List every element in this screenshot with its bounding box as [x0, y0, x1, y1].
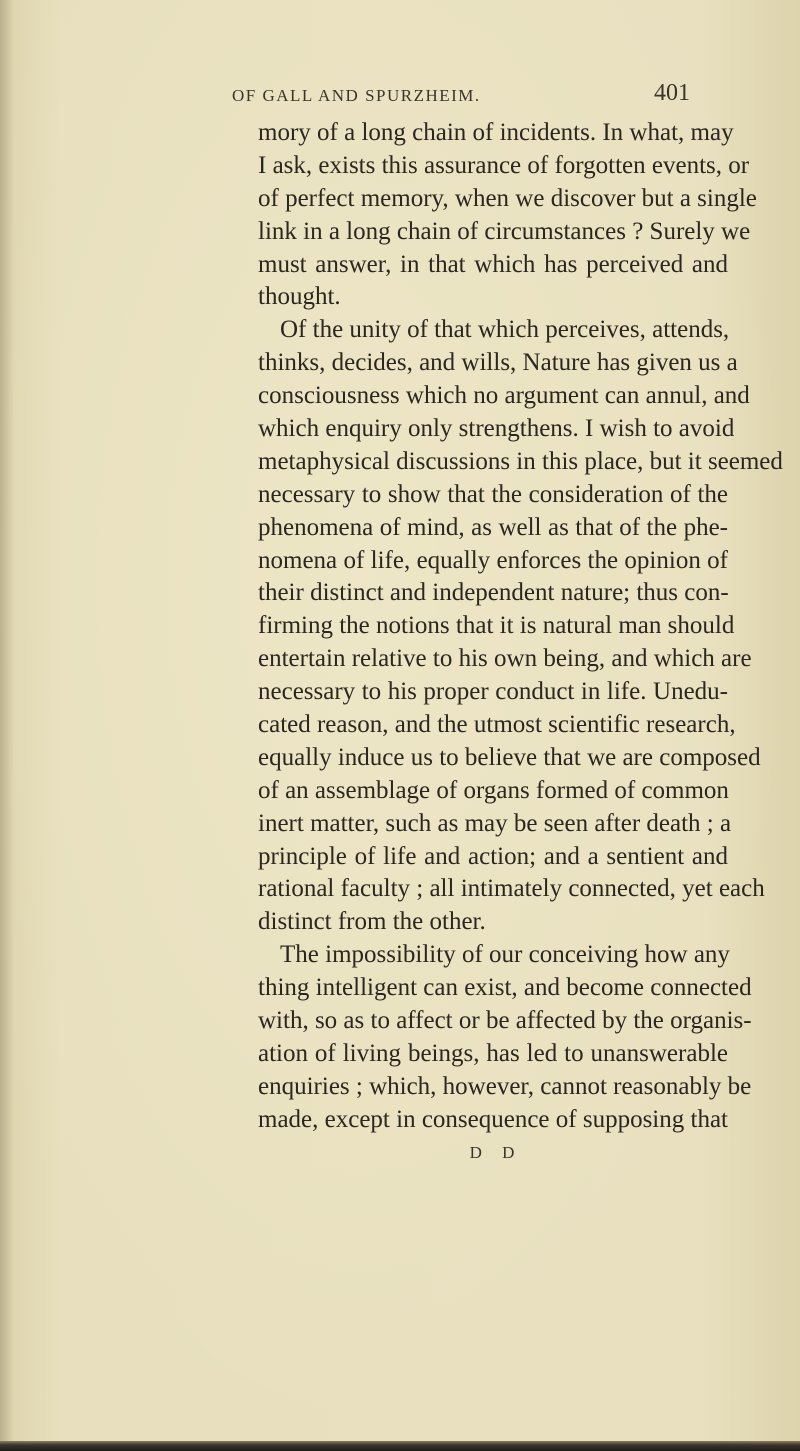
text-line: inert matter, such as may be seen after death ; a [258, 809, 732, 837]
text-line: necessary to his proper conduct in life. Unedu- [258, 678, 728, 706]
text-line: The impossibility of our conceiving how any [280, 941, 730, 969]
text-line: link in a long chain of circumstances ? Surely we [258, 217, 751, 245]
text-line: phenomena of mind, as well as that of the phe- [258, 513, 728, 541]
text-line: distinct from the other. [258, 908, 486, 936]
text-line: necessary to show that the consideration of the [258, 480, 728, 508]
text-line: which enquiry only strengthens. I wish to avoid [258, 415, 735, 443]
text-line: consciousness which no argument can annul, and [258, 382, 750, 410]
body-text [258, 117, 783, 1137]
text-line: thought. [258, 283, 341, 311]
text-line: of an assemblage of organs formed of common [258, 776, 729, 804]
text-line: enquiries ; which, however, cannot reasonably be [258, 1072, 752, 1100]
text-line: of perfect memory, when we discover but a single [258, 184, 757, 212]
text-line: must answer, in that which has perceived and [258, 250, 728, 278]
text-line: thing intelligent can exist, and become connected [258, 974, 752, 1002]
binding-shadow [0, 0, 14, 1451]
text-line: ation of living beings, has led to unanswerable [258, 1039, 728, 1067]
text-line: Of the unity of that which perceives, attends, [280, 316, 730, 344]
text-line: entertain relative to his own being, and which are [258, 645, 752, 673]
page-number: 401 [654, 80, 690, 106]
text-line: nomena of life, equally enforces the opinion of [258, 546, 728, 574]
page-bottom-edge [0, 1441, 800, 1451]
text-line: cated reason, and the utmost scientific research, [258, 711, 736, 739]
text-line: principle of life and action; and a sentient and [258, 842, 728, 870]
signature-mark: D D [469, 1143, 523, 1162]
text-line: rational faculty ; all intimately connected, yet each [258, 875, 765, 903]
text-line: I ask, exists this assurance of forgotten events, or [258, 151, 750, 179]
text-line: firming the notions that it is natural man should [258, 612, 735, 640]
running-head: OF GALL AND SPURZHEIM. [232, 86, 481, 105]
text-line: metaphysical discussions in this place, but it seemed [258, 447, 783, 475]
text-line: their distinct and independent nature; thus con- [258, 579, 729, 607]
text-line: with, so as to affect or be affected by the organis- [258, 1007, 752, 1035]
text-line: made, except in consequence of supposing that [258, 1105, 728, 1133]
text-line: equally induce us to believe that we are composed [258, 743, 761, 771]
text-line: mory of a long chain of incidents. In what, may [258, 119, 734, 146]
text-line: thinks, decides, and wills, Nature has given us a [258, 349, 738, 377]
